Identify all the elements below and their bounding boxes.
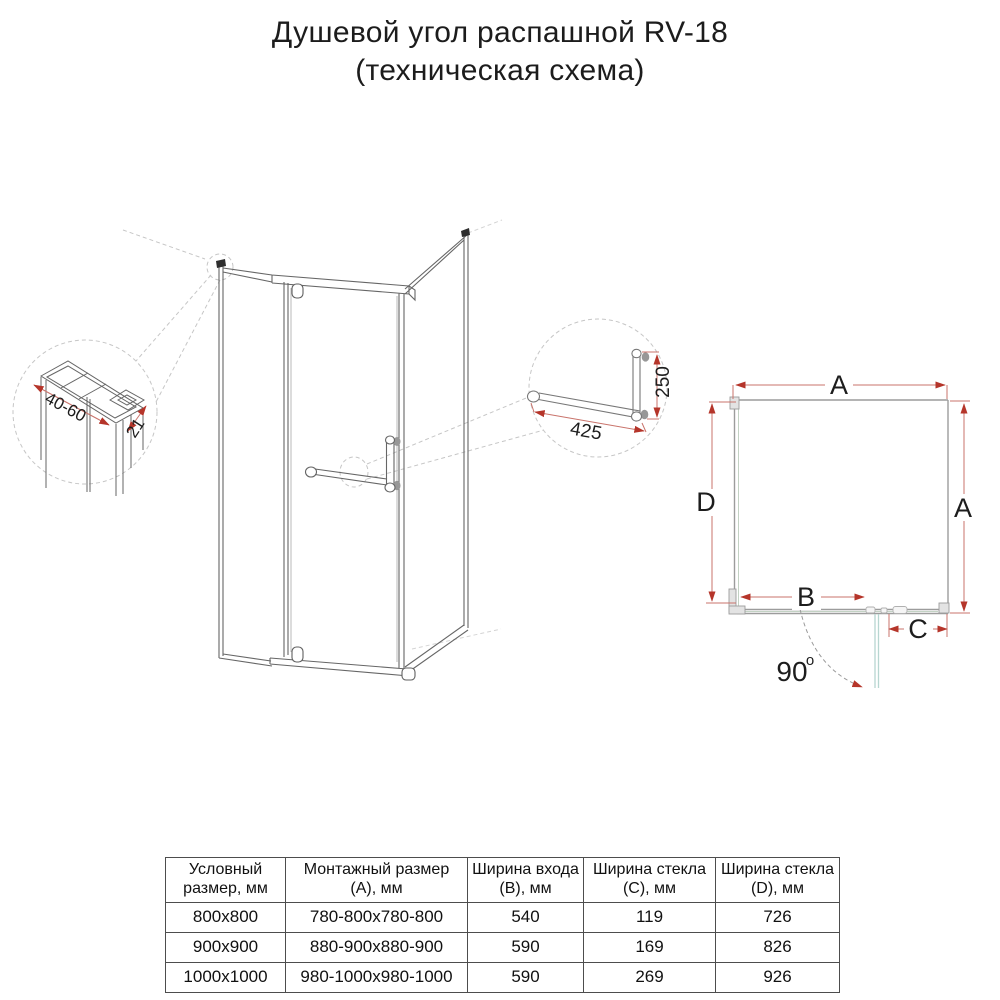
dim-label-right-a: A	[953, 493, 973, 523]
door-angle-unit: o	[805, 652, 815, 669]
table-row	[166, 903, 840, 933]
table-row	[166, 963, 840, 993]
floor-dashes	[412, 220, 502, 649]
wall-bracket-bottom-right	[939, 603, 949, 613]
table-cell: 590	[468, 963, 584, 993]
plan-hinge-marks	[866, 607, 907, 614]
profile-top-caps	[216, 228, 470, 268]
table-cell: 926	[716, 963, 840, 993]
table-cell: 540	[468, 903, 584, 933]
table-cell: 826	[716, 933, 840, 963]
main-3d-drawing	[13, 220, 667, 680]
profile-width-label: 40-60	[41, 388, 90, 426]
column-header-entry-width: Ширина входа (B), мм	[468, 858, 584, 903]
spec-table-header	[166, 858, 840, 903]
threshold-foot	[402, 668, 415, 680]
plan-brackets	[729, 397, 949, 614]
table-cell: 119	[584, 903, 716, 933]
leader-lines	[123, 230, 544, 479]
handle-source-circle	[340, 457, 368, 487]
spec-table	[165, 857, 840, 993]
plan-glass-lines	[739, 404, 939, 612]
bottom-hinge	[292, 647, 303, 662]
door-handle-3d	[306, 436, 401, 492]
table-cell: 980-1000x980-1000	[286, 963, 468, 993]
door-swing-arc	[800, 609, 862, 687]
table-row	[166, 933, 840, 963]
title-line-2: (техническая схема)	[355, 54, 645, 87]
table-cell: 900x900	[166, 933, 286, 963]
table-cell: 1000x1000	[166, 963, 286, 993]
table-cell: 800x800	[166, 903, 286, 933]
column-header-glass-d-width: Ширина стекла (D), мм	[716, 858, 840, 903]
column-header-nominal-size: Условный размер, мм	[166, 858, 286, 903]
handle-height-label: 250	[653, 366, 674, 398]
plan-dimension-lines	[706, 385, 973, 637]
dim-label-left-d: D	[696, 487, 716, 517]
handle-length-label: 425	[568, 418, 604, 445]
enclosure-frame-lines	[219, 234, 468, 676]
corner-bracket-horizontal	[729, 606, 745, 614]
table-cell: 780-800x780-800	[286, 903, 468, 933]
table-cell: 880-900x880-900	[286, 933, 468, 963]
table-cell: 726	[716, 903, 840, 933]
door-angle-value: 90	[776, 656, 808, 687]
column-header-glass-c-width: Ширина стекла (C), мм	[584, 858, 716, 903]
top-hinge	[292, 284, 303, 298]
title-line-1: Душевой угол распашной RV-18	[271, 16, 729, 49]
dim-label-door-b: B	[796, 582, 816, 612]
wall-bracket-top-left	[730, 397, 739, 409]
handle-drawing	[528, 349, 650, 421]
table-cell: 590	[468, 933, 584, 963]
table-cell: 169	[584, 933, 716, 963]
column-header-mounting-size: Монтажный размер (A), мм	[286, 858, 468, 903]
plan-door-glass	[875, 614, 879, 688]
table-cell: 269	[584, 963, 716, 993]
dim-label-top-a: A	[829, 370, 849, 400]
dim-label-glass-c: C	[908, 614, 928, 644]
plan-view	[692, 370, 978, 688]
plan-walls	[735, 400, 949, 614]
profile-depth-label: 21	[122, 414, 149, 442]
